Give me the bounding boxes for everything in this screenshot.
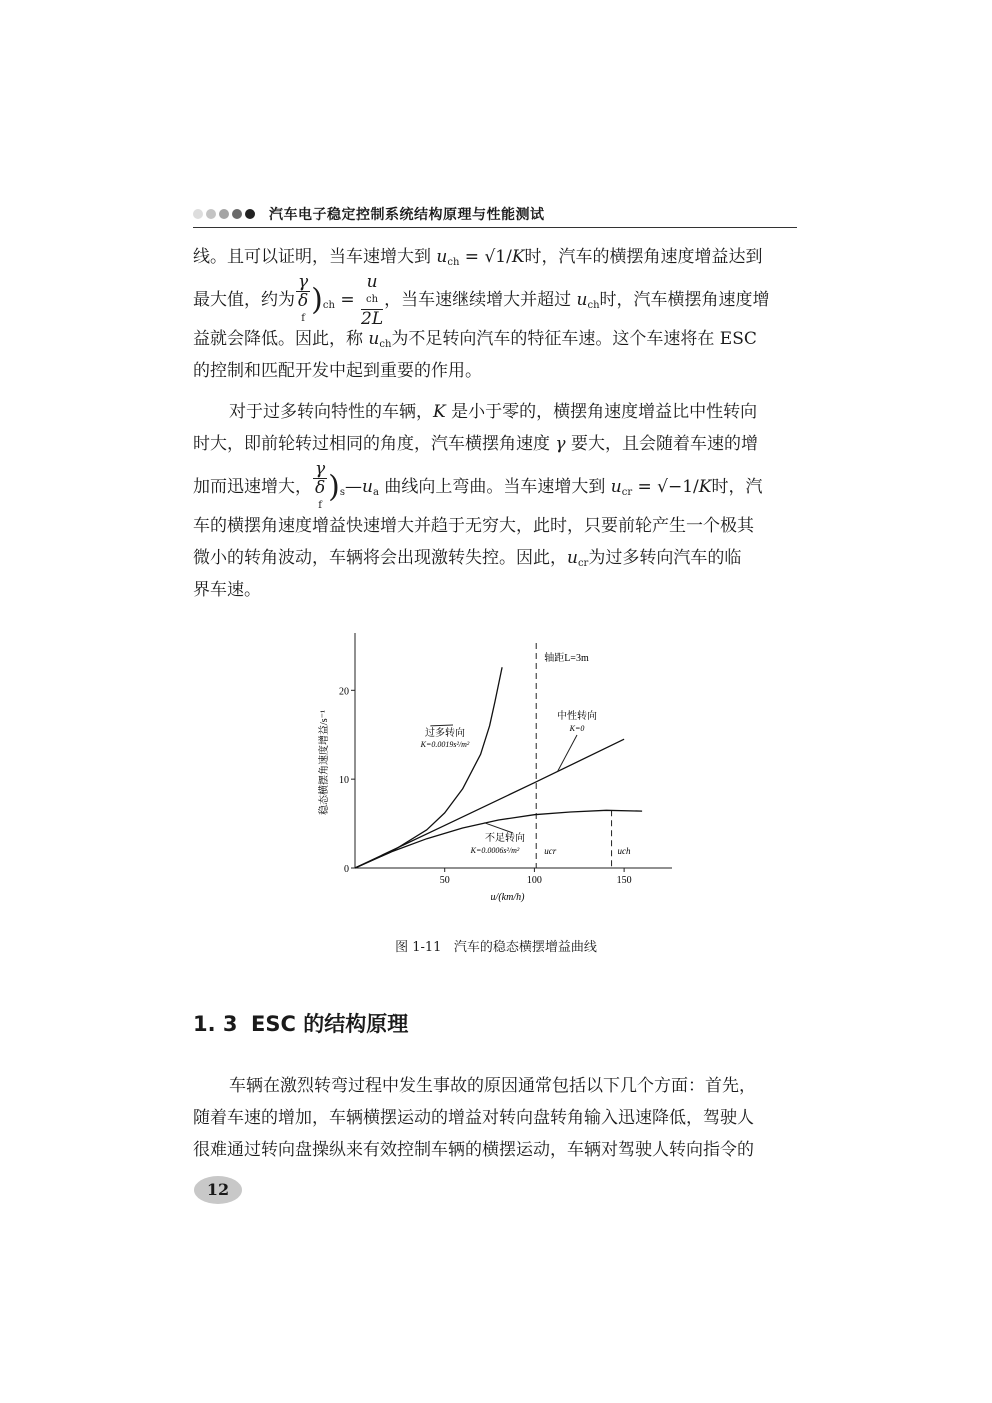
symbol-u: u — [368, 329, 380, 349]
subscript: ch — [366, 294, 379, 305]
text-line: 很难通过转向盘操纵来有效控制车辆的横摆运动，车辆对驾驶人转向指令的 — [193, 1140, 754, 1160]
text-line — [193, 542, 797, 574]
fraction — [313, 460, 327, 515]
text: 线。且可以证明，当车速增大到 — [193, 247, 437, 267]
neutral-k-label: K=0 — [569, 724, 585, 733]
text: 时，汽车的横摆角速度增益达到 — [524, 247, 763, 267]
fraction-denominator: 2L — [361, 309, 384, 329]
symbol-u: u — [576, 290, 588, 310]
symbol-k: K — [698, 477, 712, 497]
header-rule — [193, 227, 797, 228]
yaw-gain-chart — [305, 625, 685, 915]
header-dot — [193, 209, 203, 219]
header-dot — [232, 209, 242, 219]
neutral-label: 中性转向 — [557, 711, 597, 722]
text: 对于过多转向特性的车辆， — [229, 402, 433, 422]
figure-caption — [0, 936, 992, 955]
paragraph-3 — [193, 1070, 797, 1166]
fraction-numerator: γ — [315, 459, 326, 479]
ucr-label: ucr — [544, 846, 557, 856]
text: 最大值，约为 — [193, 290, 295, 310]
text: 时，汽 — [711, 477, 763, 497]
text: 微小的转角波动，车辆将会出现激转失控。因此， — [193, 548, 567, 568]
section-title: ESC 的结构原理 — [251, 1012, 409, 1036]
symbol-u: u — [362, 477, 373, 497]
wheelbase-label: 轴距L=3m — [544, 653, 589, 664]
text-line: 界车速。 — [193, 580, 261, 600]
page-number: 12 — [194, 1176, 242, 1204]
uch-label: uch — [617, 846, 631, 856]
text: ，当车速继续增大并超过 — [384, 290, 577, 310]
y-tick-label: 0 — [344, 864, 349, 875]
text-line — [193, 323, 797, 355]
equation-text: = √−1/ — [632, 477, 699, 497]
text: 是小于零的，横摆角速度增益比中性转向 — [445, 402, 758, 422]
text-line — [193, 460, 797, 510]
oversteer-k-label: K=0.0019s²/m² — [420, 740, 470, 749]
text: 时大，即前轮转过相同的角度，汽车横摆角速度 — [193, 434, 556, 454]
y-tick-label: 10 — [339, 775, 349, 787]
equation-text: = — [334, 290, 360, 310]
fraction-numerator: γ — [298, 272, 309, 292]
symbol-u: u — [567, 548, 578, 568]
subscript: f — [318, 500, 322, 511]
x-tick-label: 150 — [616, 875, 632, 886]
text: 要大，且会随着车速的增 — [565, 434, 758, 454]
fraction-numerator: u — [366, 272, 378, 292]
subscript: ch — [587, 300, 600, 311]
text-line: 的控制和匹配开发中起到重要的作用。 — [193, 361, 482, 381]
text: 时，汽车横摆角速度增 — [599, 290, 770, 310]
text: 为过多转向汽车的临 — [588, 548, 742, 568]
book-title: 汽车电子稳定控制系统结构原理与性能测试 — [269, 207, 545, 223]
subscript: cr — [577, 558, 589, 569]
text: — — [345, 477, 363, 497]
symbol-k: K — [433, 402, 446, 422]
section-heading — [193, 1008, 408, 1038]
x-tick-label: 100 — [526, 875, 542, 886]
neutral-leader — [558, 735, 577, 771]
understeer-label: 不足转向 — [485, 833, 525, 844]
text-line — [193, 396, 797, 428]
fraction-denominator: δ — [297, 291, 309, 311]
subscript: f — [301, 313, 305, 324]
text-line: 车的横摆角速度增益快速增大并趋于无穷大，此时，只要前轮产生一个极其 — [193, 516, 754, 536]
header-dot — [245, 209, 255, 219]
x-tick-label: 50 — [439, 875, 450, 886]
caption-text: 汽车的稳态横摆增益曲线 — [453, 940, 597, 955]
header-dots — [193, 209, 255, 219]
symbol-k: K — [511, 247, 525, 267]
equation-text: = √1/ — [459, 247, 512, 267]
symbol-gamma: γ — [555, 434, 566, 454]
text-line — [193, 272, 797, 329]
oversteer-label: 过多转向 — [425, 728, 465, 739]
subscript: ch — [447, 257, 460, 268]
running-header — [193, 204, 797, 226]
symbol-u: u — [610, 477, 622, 497]
y-tick-label: 20 — [339, 686, 349, 698]
header-dot — [219, 209, 229, 219]
paragraph-2 — [193, 396, 797, 606]
section-number: 1. 3 — [193, 1012, 238, 1036]
header-dot — [206, 209, 216, 219]
text-line: 车辆在激烈转弯过程中发生事故的原因通常包括以下几个方面：首先， — [229, 1076, 756, 1096]
x-axis-label: u/(km/h) — [490, 892, 525, 903]
text-line — [193, 428, 797, 460]
text-line: 随着车速的增加，车辆横摆运动的增益对转向盘转角输入迅速降低，驾驶人 — [193, 1108, 754, 1128]
text: 曲线向上弯曲。当车速增大到 — [378, 477, 611, 497]
fraction — [361, 273, 383, 328]
oversteer-leader — [430, 725, 453, 726]
subscript: cr — [621, 487, 633, 498]
understeer-leader — [484, 823, 513, 833]
symbol-u: u — [436, 247, 448, 267]
paren: ) — [311, 282, 323, 318]
subscript: s — [339, 487, 346, 498]
subscript: a — [372, 487, 379, 498]
y-axis-label: 稳态横摆角速度增益/s⁻¹ — [319, 710, 330, 815]
text: 为不足转向汽车的特征车速。这个车速将在 ESC — [391, 329, 757, 349]
subscript: ch — [322, 300, 335, 311]
text-line — [193, 241, 797, 273]
paragraph-1 — [193, 241, 797, 387]
caption-number: 图 1-11 — [395, 940, 442, 955]
text: 加而迅速增大， — [193, 477, 312, 497]
fraction-denominator: δ — [314, 478, 326, 498]
fraction — [296, 273, 310, 328]
paren: ) — [328, 469, 340, 505]
understeer-k-label: K=0.0006s²/m² — [470, 846, 520, 855]
subscript: ch — [379, 339, 392, 350]
text: 益就会降低。因此，称 — [193, 329, 369, 349]
